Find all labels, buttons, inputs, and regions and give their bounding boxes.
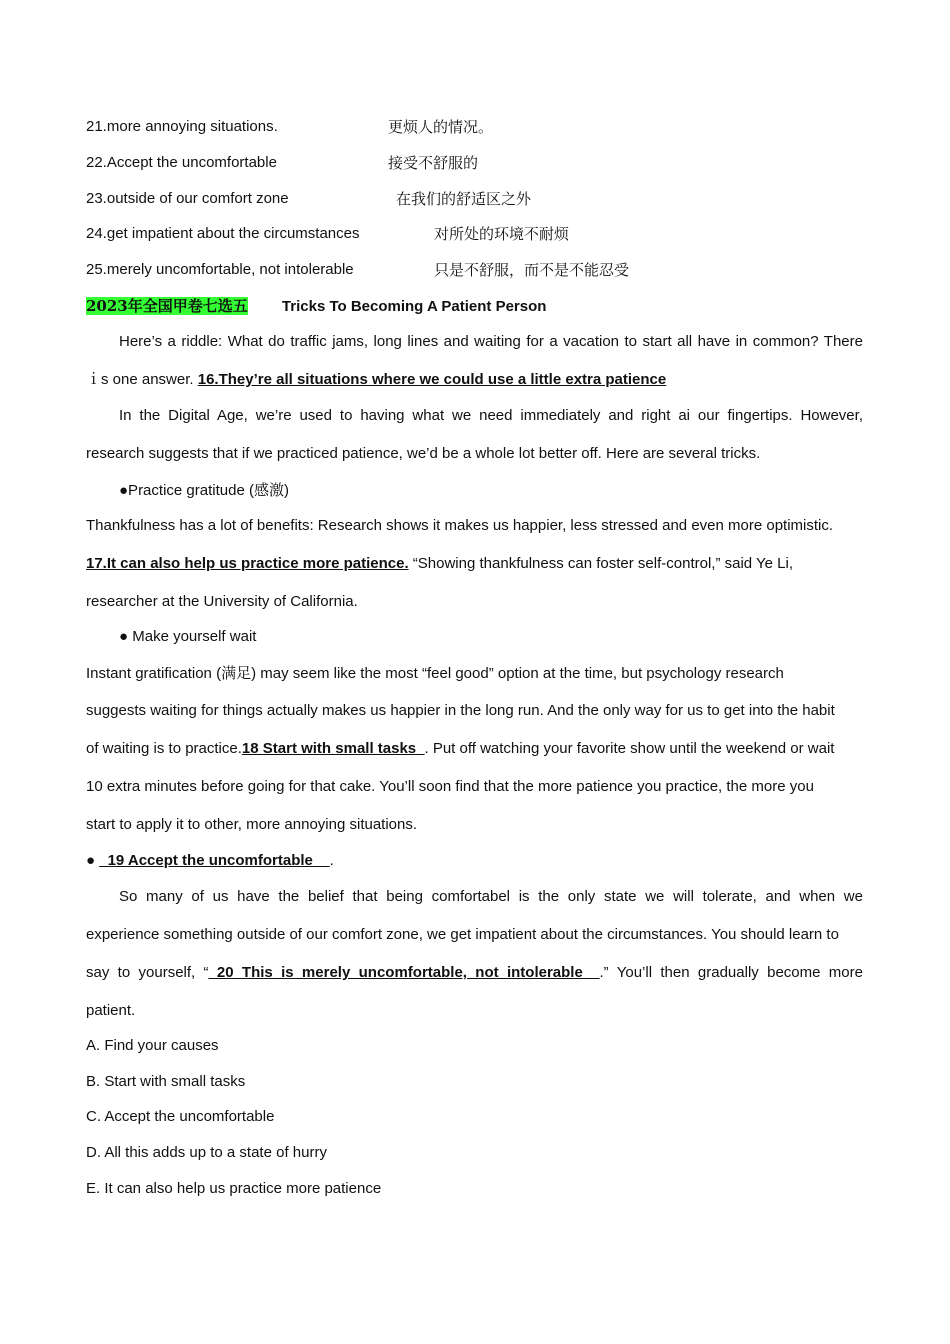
- p4-line1: Instant gratification (满足) may seem like the most “feel good” option at the time, but psychology research: [86, 664, 784, 682]
- p3-line2: 17.It can also help us practice more patience. “Showing thankfulness can foster self-control,” said Ye Li,: [86, 555, 793, 572]
- vocab-zh-23: 在我们的舒适区之外: [396, 190, 532, 208]
- vocab-en-23: 23.outside of our comfort zone: [86, 190, 289, 207]
- p1-line2-start: ｉs one answer.: [86, 371, 198, 388]
- p4-line4: 10 extra minutes before going for that cake. You’ll soon find that the more patience you practice, the more you: [86, 778, 814, 795]
- p1-line2: [86, 370, 666, 390]
- p4-line3: of waiting is to practice.18 Start with small tasks_. Put off watching your favorite show until the weekend or wait: [86, 740, 835, 757]
- option-d: D. All this adds up to a state of hurry: [86, 1144, 327, 1161]
- option-a: A. Find your causes: [86, 1037, 219, 1054]
- heading-answer-19: ● _19 Accept the uncomfortable__.: [86, 852, 334, 869]
- vocab-en-24: 24.get impatient about the circumstances: [86, 225, 360, 242]
- p2-line1: In the Digital Age, we’re used to having what we need immediately and right ai our fingertips. However,: [119, 407, 863, 424]
- p5-line1: So many of us have the belief that being comfortabel is the only state we will tolerate, and when we: [119, 888, 863, 905]
- option-c: C. Accept the uncomfortable: [86, 1108, 275, 1125]
- answer-19: _19 Accept the uncomfortable__: [99, 852, 330, 869]
- heading-make-yourself-wait: ● Make yourself wait: [119, 628, 257, 645]
- answer-17: 17.It can also help us practice more patience.: [86, 555, 409, 572]
- option-b: B. Start with small tasks: [86, 1073, 246, 1090]
- exam-tag: 2023年全国甲卷七选五: [86, 297, 248, 315]
- answer-16: 16.They’re all situations where we could use a little extra patience: [197, 371, 667, 388]
- title-line: [86, 296, 546, 317]
- p4-line2: suggests waiting for things actually makes us happier in the long run. And the only way for us to get into the habit: [86, 702, 835, 719]
- vocab-zh-21: 更烦人的情况。: [388, 118, 494, 136]
- p1-line1: Here’s a riddle: What do traffic jams, long lines and waiting for a vacation to start all have in common? There: [119, 333, 863, 350]
- article-title: Tricks To Becoming A Patient Person: [281, 298, 547, 315]
- p3-line1: Thankfulness has a lot of benefits: Research shows it makes us happier, less stressed and even more optimistic.: [86, 517, 834, 534]
- answer-18: 18 Start with small tasks_: [241, 740, 425, 757]
- p5-line3: say to yourself, “_20 This is merely uncomfortable, not intolerable__.” You’ll then gradually become more: [86, 964, 863, 981]
- p2-line2: research suggests that if we practiced patience, we’d be a whole lot better off. Here are several tricks.: [86, 445, 761, 462]
- answer-20: _20 This is merely uncomfortable, not intolerable__: [208, 964, 600, 981]
- vocab-zh-22: 接受不舒服的: [388, 154, 479, 172]
- p3-line3: researcher at the University of California.: [86, 593, 358, 610]
- vocab-zh-25: 只是不舒服，而不是不能忍受: [434, 261, 630, 279]
- option-e: E. It can also help us practice more patience: [86, 1180, 382, 1197]
- vocab-en-25: 25.merely uncomfortable, not intolerable: [86, 261, 354, 278]
- vocab-en-21: 21.more annoying situations.: [86, 118, 278, 135]
- vocab-zh-24: 对所处的环境不耐烦: [434, 225, 570, 243]
- vocab-en-22: 22.Accept the uncomfortable: [86, 154, 277, 171]
- p5-line2: experience something outside of our comfort zone, we get impatient about the circumstances. You should learn to: [86, 926, 839, 943]
- heading-practice-gratitude: ●Practice gratitude (感激): [119, 481, 289, 499]
- p4-line5: start to apply it to other, more annoying situations.: [86, 816, 418, 833]
- p5-line4: patient.: [86, 1002, 136, 1019]
